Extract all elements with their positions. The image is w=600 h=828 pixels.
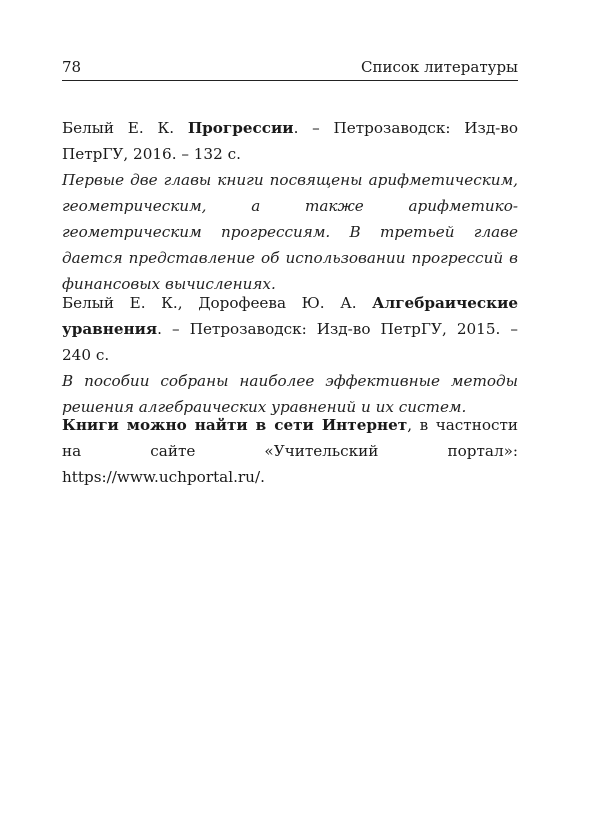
entry-author: Белый Е. К., Дорофеева Ю. А.: [62, 294, 357, 312]
bibliography-entry: [62, 290, 518, 420]
bibliography-entry: [62, 115, 518, 297]
entry-annotation: Первые две главы книги посвящены арифметическим, геометрическим, а также арифметико-геометрическим прогрессиям. В третьей главе дается представление об использовании прогрессий в финансовых вычислениях.: [62, 171, 518, 293]
entry-publication: . – Петрозаводск: Изд-во ПетрГУ, 2016. – 132 с.: [62, 119, 519, 163]
running-head: [62, 54, 518, 81]
note-text: , в частности на сайте «Учительский портал»: https://www.uchportal.ru/.: [62, 416, 518, 486]
entry-title: Алгебраические уравнения: [62, 294, 518, 338]
entry-title: Прогрессии: [187, 119, 294, 137]
note-lead: Книги можно найти в сети Интернет: [62, 416, 408, 434]
entry-annotation: В пособии собраны наиболее эффективные методы решения алгебраических уравнений и их систем.: [62, 372, 518, 416]
book-page: [62, 0, 518, 828]
internet-note: [62, 412, 518, 490]
entry-publication: . – Петрозаводск: Изд-во ПетрГУ, 2015. – 240 с.: [62, 320, 518, 364]
entry-author: Белый Е. К.: [62, 119, 175, 137]
page-number: 78: [62, 58, 82, 76]
section-title: Список литературы: [361, 58, 518, 76]
